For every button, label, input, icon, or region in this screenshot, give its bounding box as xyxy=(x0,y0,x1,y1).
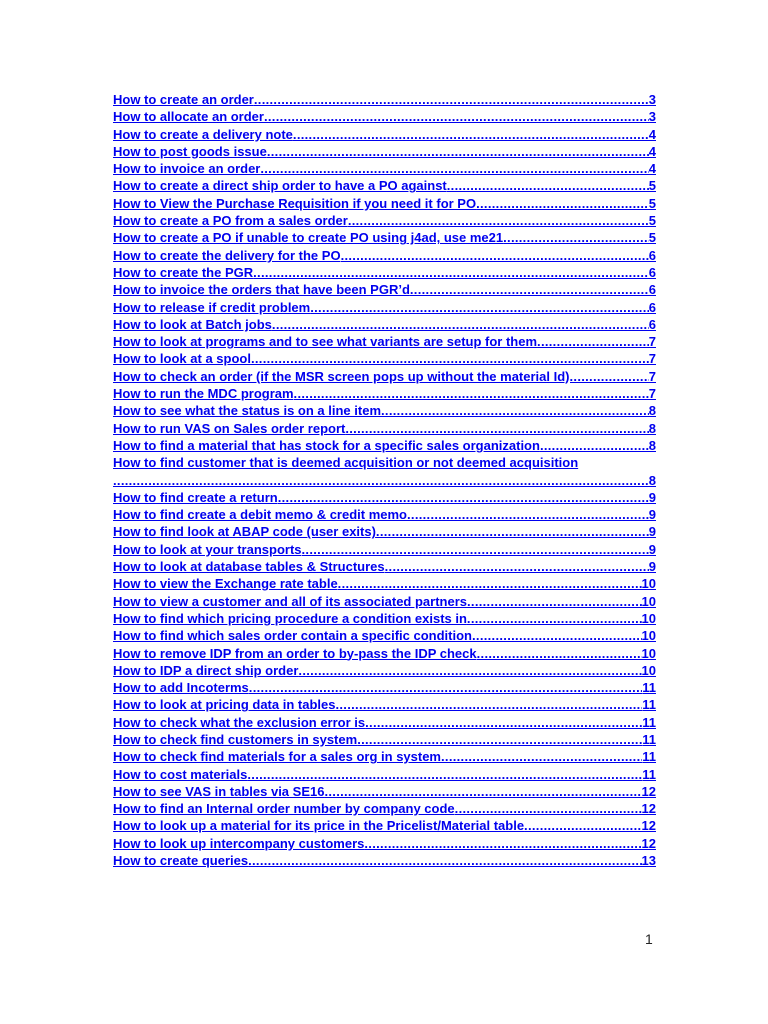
toc-entry-title: How to look at pricing data in tables xyxy=(113,697,336,713)
table-of-contents xyxy=(113,91,656,869)
toc-entry-link[interactable] xyxy=(113,350,656,367)
toc-dot-leader xyxy=(503,229,649,246)
toc-entry-page: 7 xyxy=(648,386,656,402)
toc-entry-page: 7 xyxy=(648,368,656,384)
toc-entry-link[interactable] xyxy=(113,108,656,125)
toc-dot-leader xyxy=(447,177,649,194)
toc-dot-leader xyxy=(455,800,642,817)
toc-entry-page: 8 xyxy=(648,420,656,436)
toc-dot-leader xyxy=(410,281,649,298)
toc-dot-leader xyxy=(293,126,649,143)
toc-entry-title: How to View the Purchase Requisition if you need it for PO xyxy=(113,195,477,211)
toc-entry-title: How to post goods issue xyxy=(113,143,267,159)
toc-dot-leader xyxy=(113,472,649,489)
toc-entry-link[interactable] xyxy=(113,523,656,540)
toc-entry-title: How to look at Batch jobs xyxy=(113,316,272,332)
toc-entry-page: 12 xyxy=(641,835,656,851)
toc-entry-link[interactable] xyxy=(113,177,656,194)
toc-entry-link[interactable] xyxy=(113,281,656,298)
toc-entry-link[interactable] xyxy=(113,316,656,333)
toc-dot-leader xyxy=(365,714,642,731)
toc-entry-title: How to IDP a direct ship order xyxy=(113,662,299,678)
toc-entry-page: 6 xyxy=(648,264,656,280)
toc-entry-page: 4 xyxy=(648,126,656,142)
toc-entry-link[interactable] xyxy=(113,368,656,385)
toc-dot-leader xyxy=(335,696,642,713)
toc-entry-title: How to create the PGR xyxy=(113,264,254,280)
toc-entry-link[interactable] xyxy=(113,489,656,506)
toc-entry-title: How to create a direct ship order to have a PO against xyxy=(113,178,447,194)
toc-dot-leader xyxy=(260,160,648,177)
toc-entry-link[interactable] xyxy=(113,575,656,592)
page-number: 1 xyxy=(645,931,653,947)
toc-entry-title: How to create a PO from a sales order xyxy=(113,213,348,229)
toc-entry-title: How to view a customer and all of its associated partners xyxy=(113,593,467,609)
toc-dot-leader xyxy=(407,506,649,523)
toc-entry-title: How to check find materials for a sales org in system xyxy=(113,749,441,765)
toc-entry-title: How to run VAS on Sales order report xyxy=(113,420,346,436)
toc-entry-title: How to invoice an order xyxy=(113,161,261,177)
toc-entry-title: How to create an order xyxy=(113,92,254,107)
toc-entry-title: How to create a delivery note xyxy=(113,126,293,142)
toc-entry-page: 12 xyxy=(641,783,656,799)
toc-dot-leader xyxy=(381,402,649,419)
toc-entry-page: 9 xyxy=(648,489,656,505)
toc-entry-page: 8 xyxy=(648,437,656,453)
toc-entry-link[interactable] xyxy=(113,558,656,575)
toc-entry-link[interactable] xyxy=(113,264,656,281)
toc-entry-page: 6 xyxy=(648,282,656,298)
toc-dot-leader xyxy=(298,662,641,679)
toc-entry-title: How to release if credit problem xyxy=(113,299,311,315)
toc-entry-title: How to see VAS in tables via SE16 xyxy=(113,783,325,799)
toc-dot-leader xyxy=(357,731,642,748)
toc-entry-link[interactable] xyxy=(113,333,656,350)
toc-entry-page: 9 xyxy=(648,559,656,575)
toc-dot-leader xyxy=(253,264,649,281)
toc-entry-link[interactable] xyxy=(113,229,656,246)
toc-entry-link[interactable] xyxy=(113,506,656,523)
toc-entry-link[interactable] xyxy=(113,714,656,731)
toc-entry-title: How to invoice the orders that have been PGR’d xyxy=(113,282,410,298)
toc-entry-page: 10 xyxy=(641,645,656,661)
toc-entry-page: 9 xyxy=(648,507,656,523)
toc-entry-title: How to look at a spool xyxy=(113,351,251,367)
toc-dot-leader xyxy=(338,575,642,592)
toc-dot-leader xyxy=(537,333,649,350)
toc-entry-title: How to find a material that has stock for a specific sales organization xyxy=(113,437,540,453)
toc-entry-title: How to find look at ABAP code (user exits) xyxy=(113,524,376,540)
toc-entry-title: How to allocate an order xyxy=(113,109,264,125)
toc-entry-link[interactable] xyxy=(113,247,656,264)
toc-dot-leader xyxy=(385,558,649,575)
toc-entry-link[interactable] xyxy=(113,593,656,610)
toc-dot-leader xyxy=(345,420,648,437)
toc-entry-page: 11 xyxy=(642,766,656,782)
toc-entry-page: 9 xyxy=(648,524,656,540)
toc-entry-link[interactable] xyxy=(113,679,656,696)
toc-dot-leader xyxy=(467,593,642,610)
toc-entry-title: How to run the MDC program xyxy=(113,386,294,402)
toc-dot-leader xyxy=(267,143,649,160)
toc-dot-leader xyxy=(310,299,649,316)
toc-entry-title: How to add Incoterms xyxy=(113,680,249,696)
toc-entry-link[interactable] xyxy=(113,299,656,316)
toc-entry-page: 11 xyxy=(642,714,656,730)
toc-entry-link[interactable] xyxy=(113,143,656,160)
toc-entry-page: 4 xyxy=(648,143,656,159)
toc-entry-page: 7 xyxy=(648,334,656,350)
toc-entry-title: How to look up a material for its price in the Pricelist/Material table xyxy=(113,818,525,834)
toc-dot-leader xyxy=(324,783,641,800)
toc-entry-title: How to create a PO if unable to create PO using j4ad, use me21 xyxy=(113,230,504,246)
toc-entry-page: 4 xyxy=(648,161,656,177)
toc-dot-leader xyxy=(477,645,642,662)
toc-dot-leader xyxy=(249,679,642,696)
toc-entry-title: How to find which pricing procedure a condition exists in xyxy=(113,610,467,626)
toc-entry-title: How to create the delivery for the PO xyxy=(113,247,341,263)
toc-entry-link[interactable] xyxy=(113,385,656,402)
toc-dot-leader xyxy=(254,91,649,108)
toc-entry-link[interactable] xyxy=(113,541,656,558)
toc-entry-title: How to find create a return xyxy=(113,489,278,505)
toc-entry-link[interactable] xyxy=(113,212,656,229)
toc-dot-leader xyxy=(264,108,649,125)
toc-entry-page: 10 xyxy=(641,593,656,609)
toc-dot-leader xyxy=(376,523,649,540)
toc-entry-link[interactable] xyxy=(113,610,656,627)
toc-entry-page: 10 xyxy=(641,662,656,678)
toc-dot-leader xyxy=(248,852,641,869)
toc-entry-page: 5 xyxy=(648,178,656,194)
toc-entry-link[interactable] xyxy=(113,437,656,454)
toc-entry-title: How to find customer that is deemed acquisition or not deemed acquisition xyxy=(113,455,579,471)
toc-dot-leader xyxy=(467,610,642,627)
toc-dot-leader xyxy=(441,748,642,765)
toc-entry-page: 3 xyxy=(648,92,656,107)
toc-entry-title: How to check find customers in system xyxy=(113,731,358,747)
toc-entry-page: 10 xyxy=(641,576,656,592)
toc-entry-title: How to remove IDP from an order to by-pass the IDP check xyxy=(113,645,477,661)
toc-entry-title: How to look at programs and to see what variants are setup for them xyxy=(113,334,538,350)
toc-entry-title: How to find create a debit memo & credit memo xyxy=(113,507,407,523)
toc-entry-link[interactable] xyxy=(113,420,656,437)
toc-entry-page: 11 xyxy=(642,697,656,713)
toc-entry-link[interactable] xyxy=(113,731,656,748)
toc-entry-page: 5 xyxy=(648,195,656,211)
toc-dot-leader xyxy=(341,247,649,264)
toc-entry-link[interactable] xyxy=(113,852,656,869)
toc-entry-title: How to see what the status is on a line item xyxy=(113,403,381,419)
toc-dot-leader xyxy=(476,195,649,212)
toc-entry-link[interactable] xyxy=(113,696,656,713)
toc-entry-title: How to check what the exclusion error is xyxy=(113,714,366,730)
toc-dot-leader xyxy=(247,766,642,783)
toc-entry-link[interactable] xyxy=(113,126,656,143)
toc-entry-title: How to find an Internal order number by company code xyxy=(113,801,455,817)
toc-entry-page: 7 xyxy=(648,351,656,367)
toc-entry-page: 6 xyxy=(648,316,656,332)
toc-entry-page: 12 xyxy=(641,818,656,834)
toc-dot-leader xyxy=(348,212,649,229)
toc-entry-page: 5 xyxy=(648,230,656,246)
toc-entry-title: How to look up intercompany customers xyxy=(113,835,365,851)
toc-dot-leader xyxy=(278,489,649,506)
toc-dot-leader xyxy=(524,817,641,834)
toc-entry-link[interactable] xyxy=(113,402,656,419)
toc-entry-page: 11 xyxy=(642,680,656,696)
toc-entry-page: 12 xyxy=(641,801,656,817)
toc-entry-link[interactable] xyxy=(113,783,656,800)
toc-entry-page: 5 xyxy=(648,213,656,229)
toc-dot-leader xyxy=(294,385,649,402)
toc-dot-leader xyxy=(540,437,649,454)
toc-entry-link[interactable] xyxy=(113,800,656,817)
toc-entry-page: 11 xyxy=(642,731,656,747)
toc-entry-title: How to view the Exchange rate table xyxy=(113,576,338,592)
toc-entry-link[interactable] xyxy=(113,748,656,765)
toc-dot-leader xyxy=(472,627,642,644)
toc-entry-title: How to look at database tables & Structures xyxy=(113,559,385,575)
toc-entry-link[interactable] xyxy=(113,160,656,177)
toc-entry-page: 8 xyxy=(648,472,656,488)
toc-dot-leader xyxy=(364,835,641,852)
toc-entry-page: 8 xyxy=(648,403,656,419)
toc-entry-link[interactable] xyxy=(113,766,656,783)
toc-entry-link[interactable] xyxy=(113,835,656,852)
toc-entry-page: 9 xyxy=(648,541,656,557)
toc-entry-link[interactable] xyxy=(113,662,656,679)
toc-entry-page: 6 xyxy=(648,247,656,263)
toc-entry-continuation xyxy=(113,472,656,489)
toc-entry-title: How to look at your transports xyxy=(113,541,302,557)
toc-entry-title: How to create queries xyxy=(113,853,249,869)
toc-entry-link[interactable] xyxy=(113,195,656,212)
toc-entry-title: How to find which sales order contain a specific condition xyxy=(113,628,472,644)
toc-entry-page: 3 xyxy=(648,109,656,125)
toc-entry-link[interactable] xyxy=(113,627,656,644)
toc-dot-leader xyxy=(272,316,649,333)
toc-entry-link[interactable] xyxy=(113,645,656,662)
toc-entry-link[interactable] xyxy=(113,91,656,108)
toc-entry-page: 13 xyxy=(641,853,656,869)
toc-entry-page: 11 xyxy=(642,749,656,765)
toc-entry-title: How to cost materials xyxy=(113,766,248,782)
toc-entry-page: 10 xyxy=(641,628,656,644)
toc-entry-page: 6 xyxy=(648,299,656,315)
toc-entry-title: How to check an order (if the MSR screen pops up without the material Id) xyxy=(113,368,570,384)
toc-entry-link[interactable] xyxy=(113,817,656,834)
toc-dot-leader xyxy=(251,350,649,367)
toc-dot-leader xyxy=(570,368,649,385)
toc-entry-link[interactable] xyxy=(113,454,656,489)
toc-entry-page: 10 xyxy=(641,610,656,626)
toc-dot-leader xyxy=(302,541,649,558)
